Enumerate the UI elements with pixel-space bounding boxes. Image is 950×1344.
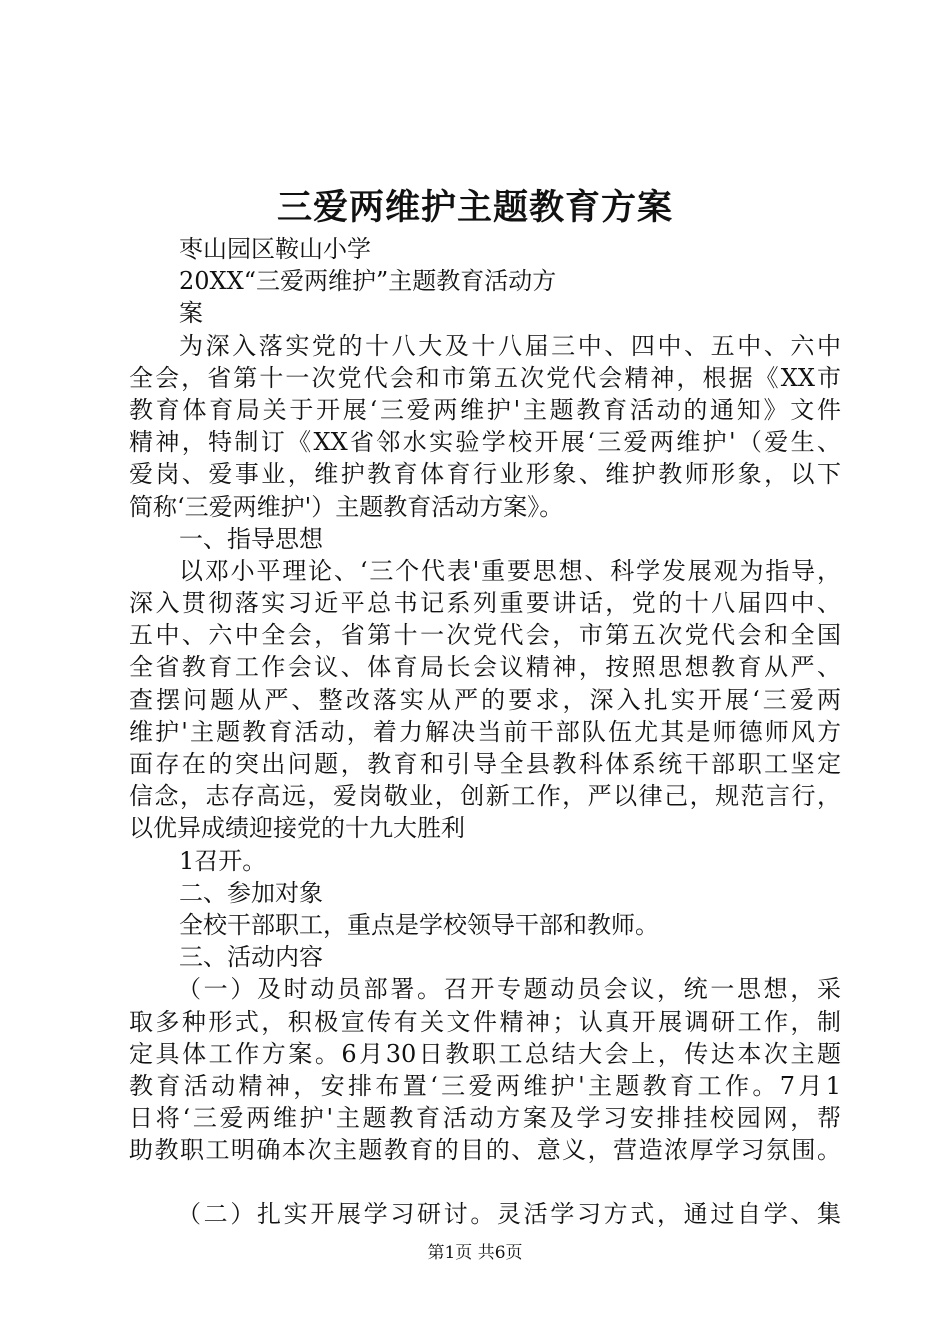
paragraph-line: 深入贯彻落实习近平总书记系列重要讲话，党的十八届四中、	[129, 589, 841, 618]
paragraph-line: 枣山园区鞍山小学	[179, 235, 371, 263]
paragraph-line: 取多种形式，积极宣传有关文件精神；认真开展调研工作，制	[129, 1007, 841, 1036]
paragraph-line: 教育活动精神，安排布置‘三爱两维护'主题教育工作。7月1	[129, 1071, 841, 1100]
page-number-footer: 第1页 共6页	[427, 1243, 523, 1263]
paragraph-line: 1召开。	[179, 846, 267, 875]
document-title: 三爱两维护主题教育方案	[276, 187, 673, 228]
section-heading: 二、参加对象	[179, 878, 323, 907]
paragraph-line: 全会，省第十一次党代会和市第五次党代会精神，根据《XX市	[129, 363, 841, 392]
paragraph-line: 精神，特制订《XX省邻水实验学校开展‘三爱两维护'（爱生、	[129, 428, 841, 457]
paragraph-line: （二）扎实开展学习研讨。灵活学习方式，通过自学、集	[177, 1200, 841, 1229]
section-heading: 三、活动内容	[179, 943, 323, 972]
paragraph-line: 面存在的突出问题，教育和引导全县教科体系统干部职工坚定	[129, 750, 841, 778]
paragraph-line: 信念，志存高远，爱岗敬业，创新工作，严以律己，规范言行，	[129, 782, 841, 811]
paragraph-line: 爱岗、爱事业，维护教育体育行业形象、维护教师形象，以下	[129, 460, 841, 489]
paragraph-line: 全校干部职工，重点是学校领导干部和教师。	[179, 910, 659, 939]
paragraph-line: （一）及时动员部署。召开专题动员会议，统一思想，采	[177, 975, 841, 1004]
paragraph-line: 助教职工明确本次主题教育的目的、意义，营造浓厚学习氛围。	[129, 1136, 841, 1165]
paragraph-line: 简称‘三爱两维护'）主题教育活动方案》。	[129, 492, 564, 521]
paragraph-line: 维护'主题教育活动，着力解决当前干部队伍尤其是师德师风方	[129, 717, 841, 746]
document-body	[129, 233, 841, 1231]
paragraph-line: 定具体工作方案。6月30日教职工总结大会上，传达本次主题	[129, 1039, 841, 1068]
paragraph-line: 教育体育局关于开展‘三爱两维护'主题教育活动的通知》文件	[129, 395, 841, 424]
paragraph-line: 日将‘三爱两维护'主题教育活动方案及学习安排挂校园网，帮	[129, 1104, 841, 1133]
section-heading: 一、指导思想	[179, 524, 323, 553]
paragraph-gap	[129, 1166, 841, 1198]
paragraph-line: 以邓小平理论、‘三个代表'重要思想、科学发展观为指导，	[179, 556, 841, 585]
paragraph-line: 五中、六中全会，省第十一次党代会，市第五次党代会和全国	[129, 621, 841, 650]
paragraph-line: 全省教育工作会议、体育局长会议精神，按照思想教育从严、	[129, 653, 841, 682]
paragraph-line: 以优异成绩迎接党的十九大胜利	[129, 814, 465, 843]
paragraph-line: 查摆问题从严、整改落实从严的要求，深入扎实开展‘三爱两	[129, 685, 841, 714]
paragraph-line: 为深入落实党的十八大及十八届三中、四中、五中、六中	[179, 331, 841, 360]
paragraph-line: 20XX“三爱两维护”主题教育活动方	[179, 267, 557, 296]
paragraph-line: 案	[179, 299, 203, 328]
